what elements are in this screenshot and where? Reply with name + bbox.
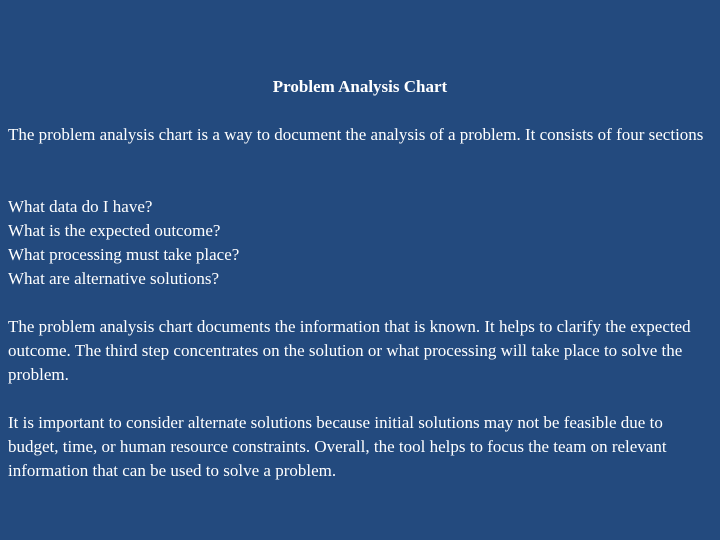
question-item: What is the expected outcome? (8, 221, 221, 240)
question-item: What are alternative solutions? (8, 269, 219, 288)
alternatives-paragraph: It is important to consider alternate solutions because initial solutions may not be feasible due to budget, time, or human resource constraints. Overall, the tool helps to focus the team on relevant information that can be used to solve a problem. (8, 413, 667, 480)
question-item: What data do I have? (8, 197, 153, 216)
question-item: What processing must take place? (8, 245, 240, 264)
page-title: Problem Analysis Chart (272, 77, 448, 96)
documentation-paragraph: The problem analysis chart documents the information that is known. It helps to clarify the expected outcome. The third step concentrates on the solution or what processing will take place to solve the problem. (8, 317, 691, 384)
intro-paragraph: The problem analysis chart is a way to document the analysis of a problem. It consists of four sections (8, 125, 704, 144)
questions-list (8, 195, 712, 291)
